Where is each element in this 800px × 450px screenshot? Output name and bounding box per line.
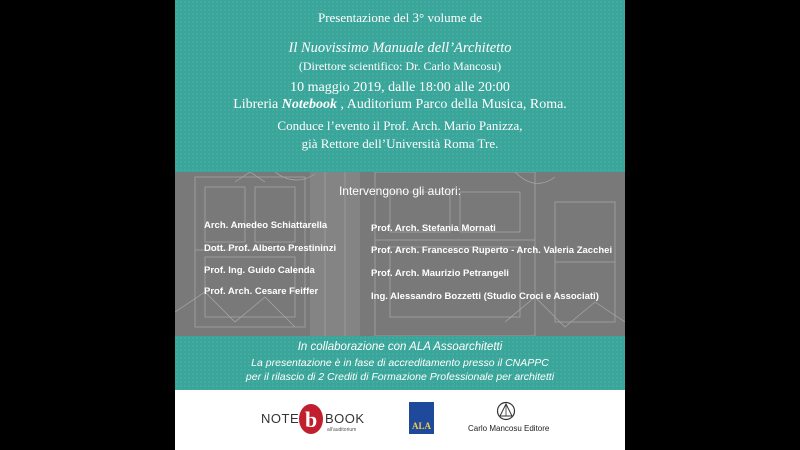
- presentation-intro: Presentazione del 3° volume de: [317, 10, 483, 25]
- speaker-left-3: Prof. Ing. Guido Calenda: [204, 265, 315, 276]
- speaker-right-3: Prof. Arch. Maurizio Petrangeli: [371, 268, 509, 279]
- sponsor-logos: [175, 390, 625, 450]
- speaker-right-1: Prof. Arch. Stefania Mornati: [371, 223, 496, 234]
- notebook-logo-icon: b: [299, 404, 323, 434]
- event-date: 10 maggio 2019, dalle 18:00 alle 20:00: [290, 80, 510, 95]
- speaker-left-4: Prof. Arch. Cesare Feiffer: [204, 286, 319, 297]
- collaboration-band: [175, 336, 625, 390]
- host-line-2: già Rettore dell’Università Roma Tre.: [301, 136, 499, 151]
- collaboration-line: In collaborazione con ALA Assoarchitetti: [297, 341, 503, 353]
- ala-logo: ALA: [409, 402, 434, 434]
- speakers-section: [175, 172, 625, 336]
- accreditation-line: La presentazione è in fase di accreditamento presso il CNAPPC: [251, 357, 549, 369]
- notebook-logo-book: BOOK: [325, 411, 365, 426]
- host-line-1: Conduce l’evento il Prof. Arch. Mario Panizza,: [277, 118, 523, 133]
- book-title: Il Nuovissimo Manuale dell’Architetto: [288, 40, 512, 56]
- speaker-left-1: Arch. Amedeo Schiattarella: [204, 220, 328, 231]
- speaker-right-4: Ing. Alessandro Bozzetti (Studio Croci e Associati): [371, 291, 599, 302]
- speaker-left-2: Dott. Prof. Alberto Prestininzi: [204, 243, 337, 254]
- mancosu-emblem-icon: [496, 401, 516, 421]
- event-header: [175, 0, 625, 172]
- event-venue: Libreria Notebook , Auditorium Parco della Musica, Roma.: [233, 97, 567, 112]
- speaker-right-2: Prof. Arch. Francesco Ruperto - Arch. Valeria Zacchei: [371, 245, 613, 256]
- notebook-logo-subtitle: all'auditorium: [327, 427, 357, 433]
- credits-line: per il rilascio di 2 Crediti di Formazione Professionale per architetti: [245, 371, 555, 383]
- venue-name: Notebook: [281, 97, 337, 112]
- event-flyer: [175, 0, 625, 450]
- speakers-heading: Intervengono gli autori:: [338, 184, 462, 198]
- notebook-logo-note: NOTE: [261, 411, 300, 426]
- mancosu-logo-text: Carlo Mancosu Editore: [468, 424, 550, 433]
- director-credit: (Direttore scientifico: Dr. Carlo Mancosu): [298, 59, 502, 73]
